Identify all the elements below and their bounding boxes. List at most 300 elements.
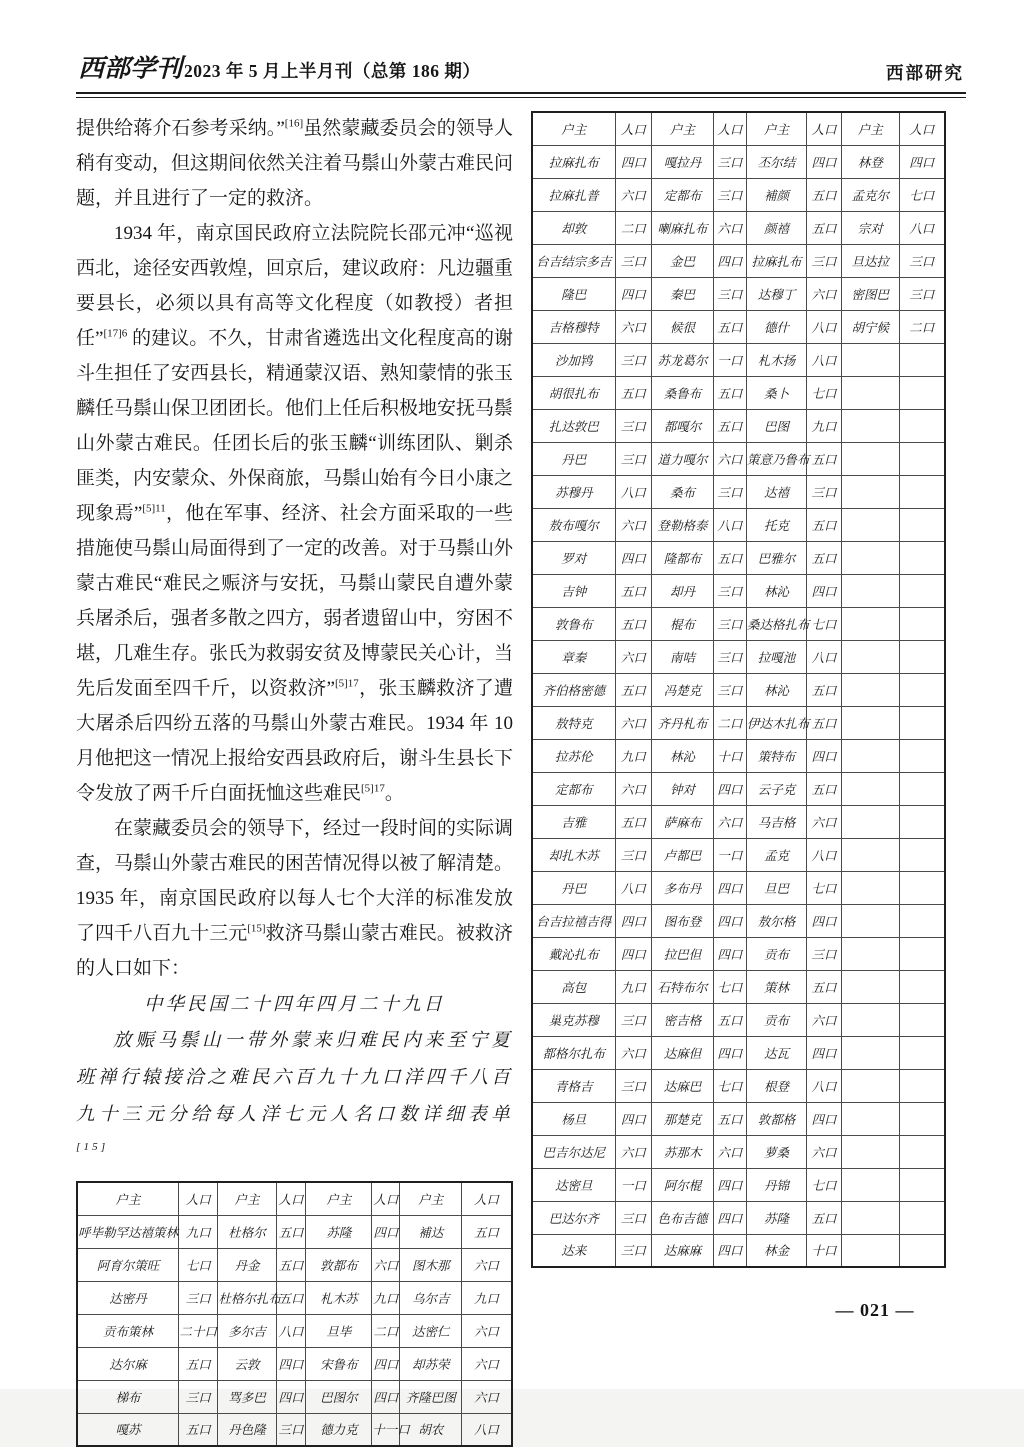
population-cell: 九口 xyxy=(807,409,842,442)
text-run: 1934 年，南京国民政府立法院院长邵元冲“巡视西北，途径安西敦煌，回京后，建议政府：凡边疆重要县长，必须以具有高等文化程度（如教授）者担任” xyxy=(76,223,514,349)
householder-header: 户主 xyxy=(747,112,807,145)
householder-cell: 贡布 xyxy=(747,1003,807,1036)
population-cell: 四口 xyxy=(713,904,746,937)
householder-cell: 齐隆巴图 xyxy=(400,1380,462,1413)
issue-info: 2023 年 5 月上半月刊（总第 186 期） xyxy=(184,61,481,81)
population-cell: 七口 xyxy=(713,970,746,1003)
population-cell: 二十口 xyxy=(179,1314,218,1347)
body-paragraph xyxy=(76,216,513,811)
householder-cell: 道力嘎尔 xyxy=(652,442,714,475)
population-cell: 八口 xyxy=(713,508,746,541)
householder-cell: 苏隆 xyxy=(747,1201,807,1234)
population-cell xyxy=(899,772,945,805)
householder-cell: 达尔麻 xyxy=(77,1347,179,1380)
householder-cell: 色布吉德 xyxy=(652,1201,714,1234)
body-paragraph xyxy=(76,811,513,986)
text-column xyxy=(76,111,513,1447)
population-cell: 一口 xyxy=(713,343,746,376)
quote-date-line: 中华民国二十四年四月二十九日 xyxy=(143,995,445,1015)
householder-cell: 杨旦 xyxy=(532,1102,615,1135)
table-row xyxy=(532,772,945,805)
relief-roster-table-right xyxy=(531,111,946,1268)
householder-cell: 都嘎尔 xyxy=(652,409,714,442)
table-row xyxy=(532,706,945,739)
householder-cell: 达麻麻 xyxy=(652,1234,714,1267)
table-row xyxy=(532,739,945,772)
population-cell xyxy=(899,442,945,475)
population-cell: 三口 xyxy=(615,1234,652,1267)
householder-cell: 秦巴 xyxy=(652,277,714,310)
text-run: 在蒙藏委员会的领导下，经过一段时间的实际调查，马鬃山外蒙古难民的困苦情况得以被了解清楚。1935 年，南京国民政府以每人七个大洋的标准发放了四千八百九十三元 xyxy=(76,818,514,944)
householder-cell: 隆巴 xyxy=(532,277,615,310)
householder-cell: 达瓦 xyxy=(747,1036,807,1069)
householder-cell: 苏隆 xyxy=(306,1215,372,1248)
population-cell: 三口 xyxy=(807,244,842,277)
population-cell: 六口 xyxy=(461,1347,512,1380)
population-cell: 六口 xyxy=(461,1380,512,1413)
population-cell: 三口 xyxy=(179,1380,218,1413)
householder-cell: 丹锦 xyxy=(747,1168,807,1201)
householder-cell: 巢克苏穆 xyxy=(532,1003,615,1036)
population-header: 人口 xyxy=(807,112,842,145)
householder-cell xyxy=(841,871,899,904)
population-cell: 三口 xyxy=(899,277,945,310)
population-cell xyxy=(899,376,945,409)
table-row xyxy=(532,244,945,277)
population-cell: 五口 xyxy=(807,970,842,1003)
population-cell: 五口 xyxy=(807,211,842,244)
table-row xyxy=(532,376,945,409)
householder-cell: 旦达拉 xyxy=(841,244,899,277)
population-header: 人口 xyxy=(179,1182,218,1215)
journal-logo: 西部学刊 xyxy=(78,54,183,83)
householder-cell: 宗对 xyxy=(841,211,899,244)
text-run: ，他在军事、经济、社会方面采取的一些措施使马鬃山局面得到了一定的改善。对于马鬃山外蒙古难民“难民之赈济与安抚，马鬃山蒙民自遭外蒙兵屠杀后，强者多散之四方，弱者遗留山中，穷困不堪，几难生存。张氏为救弱安贫及博蒙民关心计，当先后发面至四千斤，以资救济” xyxy=(76,503,514,699)
population-cell: 三口 xyxy=(615,244,652,277)
population-cell: 三口 xyxy=(615,1201,652,1234)
population-cell: 六口 xyxy=(615,178,652,211)
population-cell: 八口 xyxy=(615,475,652,508)
householder-cell: 戴沁扎布 xyxy=(532,937,615,970)
population-cell: 五口 xyxy=(179,1347,218,1380)
population-cell: 四口 xyxy=(807,904,842,937)
population-cell xyxy=(899,541,945,574)
householder-cell xyxy=(841,343,899,376)
citation-ref: [5]17 xyxy=(334,677,359,690)
text-run: 的建议。不久，甘肃省遴选出文化程度高的谢斗生担任了安西县长，精通蒙汉语、熟知蒙情的张玉麟任马鬃山保卫团团长。他们上任后积极地安抚马鬃山外蒙古难民。任团长后的张玉麟“训练团队、剿杀匪类，内安蒙众、外保商旅，马鬃山始有今日小康之现象焉” xyxy=(76,328,514,524)
householder-cell: 吉钟 xyxy=(532,574,615,607)
population-cell: 九口 xyxy=(461,1281,512,1314)
householder-cell: 骂多巴 xyxy=(218,1380,276,1413)
population-cell: 六口 xyxy=(461,1314,512,1347)
householder-cell: 敦都布 xyxy=(306,1248,372,1281)
table-row xyxy=(532,574,945,607)
householder-cell: 旦巴 xyxy=(747,871,807,904)
citation-ref: [16] xyxy=(284,117,304,130)
householder-cell: 林沁 xyxy=(747,673,807,706)
householder-cell: 齐丹札布 xyxy=(652,706,714,739)
householder-cell: 阿尔棍 xyxy=(652,1168,714,1201)
householder-cell: 登勒格泰 xyxy=(652,508,714,541)
householder-cell: 德什 xyxy=(747,310,807,343)
householder-cell: 达密丹 xyxy=(77,1281,179,1314)
householder-cell: 策意乃鲁布 xyxy=(747,442,807,475)
population-cell: 七口 xyxy=(807,607,842,640)
householder-cell: 根登 xyxy=(747,1069,807,1102)
population-cell: 六口 xyxy=(713,1135,746,1168)
population-cell: 五口 xyxy=(713,376,746,409)
population-cell: 十一口 xyxy=(372,1413,400,1446)
population-cell: 四口 xyxy=(713,1036,746,1069)
householder-cell: 補颜 xyxy=(747,178,807,211)
householder-cell: 嘎苏 xyxy=(77,1413,179,1446)
population-cell xyxy=(899,1069,945,1102)
population-cell: 四口 xyxy=(372,1215,400,1248)
householder-cell: 敦鲁布 xyxy=(532,607,615,640)
population-cell xyxy=(899,838,945,871)
householder-cell: 云敦 xyxy=(218,1347,276,1380)
population-cell: 五口 xyxy=(713,409,746,442)
householder-cell xyxy=(841,739,899,772)
population-cell: 二口 xyxy=(899,310,945,343)
table-row xyxy=(77,1413,512,1446)
householder-cell: 却扎木苏 xyxy=(532,838,615,871)
table-row xyxy=(532,475,945,508)
text-run: 放赈马鬃山一带外蒙来归难民内来至宁夏班禅行辕接洽之难民六百九十九口洋四千八百九十三元分给每人洋七元人名口数详细表单 xyxy=(76,1031,513,1125)
population-cell: 三口 xyxy=(713,640,746,673)
quote-paragraph xyxy=(76,1023,513,1171)
householder-header: 户主 xyxy=(306,1182,372,1215)
householder-cell: 乌尔吉 xyxy=(400,1281,462,1314)
householder-cell: 桑卜 xyxy=(747,376,807,409)
population-cell: 三口 xyxy=(615,1069,652,1102)
householder-cell xyxy=(841,409,899,442)
householder-cell: 贡布 xyxy=(747,937,807,970)
population-cell: 四口 xyxy=(615,937,652,970)
population-cell xyxy=(899,904,945,937)
population-cell xyxy=(899,640,945,673)
population-cell: 七口 xyxy=(807,376,842,409)
table-row xyxy=(532,541,945,574)
householder-cell: 萝桑 xyxy=(747,1135,807,1168)
householder-cell: 云子克 xyxy=(747,772,807,805)
population-cell: 六口 xyxy=(807,1135,842,1168)
population-cell xyxy=(899,805,945,838)
population-cell: 四口 xyxy=(615,145,652,178)
householder-cell: 拉麻扎布 xyxy=(532,145,615,178)
population-cell: 四口 xyxy=(276,1380,306,1413)
householder-cell: 巴吉尔达尼 xyxy=(532,1135,615,1168)
householder-cell: 卢都巴 xyxy=(652,838,714,871)
table-row xyxy=(532,343,945,376)
population-cell: 三口 xyxy=(276,1413,306,1446)
header-rule xyxy=(76,92,966,98)
population-cell xyxy=(899,706,945,739)
householder-cell: 苏那木 xyxy=(652,1135,714,1168)
population-cell: 六口 xyxy=(615,640,652,673)
citation-ref: [5]17 xyxy=(361,782,385,795)
population-cell xyxy=(899,1036,945,1069)
householder-cell: 苏穆丹 xyxy=(532,475,615,508)
householder-cell: 阿育尔策旺 xyxy=(77,1248,179,1281)
householder-cell: 呼毕勒罕达禧策林 xyxy=(77,1215,179,1248)
population-cell: 六口 xyxy=(713,442,746,475)
table-row xyxy=(532,1036,945,1069)
householder-cell: 桑鲁布 xyxy=(652,376,714,409)
householder-cell: 齐伯格密德 xyxy=(532,673,615,706)
population-cell: 四口 xyxy=(713,1234,746,1267)
householder-cell: 胡宁候 xyxy=(841,310,899,343)
population-header: 人口 xyxy=(372,1182,400,1215)
table-row xyxy=(77,1347,512,1380)
householder-cell: 拉苏伦 xyxy=(532,739,615,772)
table-row xyxy=(532,607,945,640)
population-cell xyxy=(899,673,945,706)
text-run: ，张玉麟救济了遭大屠杀后四纷五落的马鬃山外蒙古难民。1934 年 10 月他把这一情况上报给安西县政府后，谢斗生县长下令发放了两千斤白面抚恤这些难民 xyxy=(76,678,514,804)
population-cell: 八口 xyxy=(807,838,842,871)
population-cell: 六口 xyxy=(615,706,652,739)
population-cell xyxy=(899,739,945,772)
population-cell: 三口 xyxy=(713,145,746,178)
householder-cell: 丕尔结 xyxy=(747,145,807,178)
table-row xyxy=(532,1135,945,1168)
population-cell: 九口 xyxy=(615,739,652,772)
page-body xyxy=(76,111,966,1447)
householder-cell: 林金 xyxy=(747,1234,807,1267)
householder-cell xyxy=(841,937,899,970)
table-row xyxy=(532,442,945,475)
population-cell xyxy=(899,508,945,541)
population-cell xyxy=(899,970,945,1003)
population-cell: 八口 xyxy=(807,310,842,343)
householder-cell: 喇麻扎布 xyxy=(652,211,714,244)
citation-ref: [15] xyxy=(247,922,266,935)
population-cell: 八口 xyxy=(276,1314,306,1347)
population-cell: 四口 xyxy=(713,937,746,970)
householder-cell xyxy=(841,607,899,640)
population-cell: 三口 xyxy=(713,574,746,607)
householder-cell: 梯布 xyxy=(77,1380,179,1413)
householder-header: 户主 xyxy=(400,1182,462,1215)
population-cell: 四口 xyxy=(372,1380,400,1413)
householder-cell: 吉雅 xyxy=(532,805,615,838)
householder-cell: 胡农 xyxy=(400,1413,462,1446)
citation-ref: [5]11 xyxy=(142,502,166,515)
householder-cell xyxy=(841,1135,899,1168)
population-cell: 六口 xyxy=(807,277,842,310)
population-cell: 五口 xyxy=(179,1413,218,1446)
householder-cell: 林沁 xyxy=(652,739,714,772)
householder-cell: 丹巴 xyxy=(532,871,615,904)
table-row xyxy=(532,145,945,178)
householder-cell xyxy=(841,673,899,706)
population-cell: 四口 xyxy=(713,1168,746,1201)
page-header xyxy=(76,48,966,92)
population-cell: 八口 xyxy=(461,1413,512,1446)
householder-cell: 策林 xyxy=(747,970,807,1003)
body-paragraph xyxy=(76,111,513,216)
population-cell: 三口 xyxy=(713,607,746,640)
householder-cell xyxy=(841,1003,899,1036)
householder-cell: 托克 xyxy=(747,508,807,541)
population-cell: 三口 xyxy=(713,673,746,706)
population-cell: 六口 xyxy=(615,508,652,541)
table-row xyxy=(532,871,945,904)
householder-cell: 丹金 xyxy=(218,1248,276,1281)
householder-cell: 贡布策林 xyxy=(77,1314,179,1347)
population-cell: 四口 xyxy=(807,574,842,607)
population-cell: 四口 xyxy=(615,277,652,310)
population-cell: 七口 xyxy=(179,1248,218,1281)
table-row xyxy=(532,310,945,343)
population-cell: 五口 xyxy=(276,1215,306,1248)
householder-cell xyxy=(841,508,899,541)
householder-cell xyxy=(841,838,899,871)
population-cell: 三口 xyxy=(615,442,652,475)
population-header: 人口 xyxy=(615,112,652,145)
householder-cell: 林登 xyxy=(841,145,899,178)
text-run: 救济马鬃山蒙古难民。被救济的人口如下： xyxy=(76,923,513,979)
householder-header: 户主 xyxy=(652,112,714,145)
householder-cell: 札木苏 xyxy=(306,1281,372,1314)
population-cell: 二口 xyxy=(372,1314,400,1347)
population-cell: 五口 xyxy=(461,1215,512,1248)
householder-cell: 沙加鸨 xyxy=(532,343,615,376)
householder-cell: 敦都格 xyxy=(747,1102,807,1135)
population-cell: 九口 xyxy=(615,970,652,1003)
householder-cell xyxy=(841,904,899,937)
householder-cell: 苏龙葛尔 xyxy=(652,343,714,376)
householder-cell: 钟对 xyxy=(652,772,714,805)
population-cell: 五口 xyxy=(807,1201,842,1234)
population-cell xyxy=(899,1168,945,1201)
householder-cell: 达麻巴 xyxy=(652,1069,714,1102)
householder-cell: 达穆丁 xyxy=(747,277,807,310)
householder-cell: 金巴 xyxy=(652,244,714,277)
population-cell: 九口 xyxy=(372,1281,400,1314)
householder-cell xyxy=(841,1036,899,1069)
population-cell: 六口 xyxy=(807,805,842,838)
householder-cell: 胡很扎布 xyxy=(532,376,615,409)
householder-cell xyxy=(841,640,899,673)
population-cell: 八口 xyxy=(899,211,945,244)
population-cell: 七口 xyxy=(807,1168,842,1201)
population-cell: 五口 xyxy=(713,310,746,343)
householder-cell xyxy=(841,475,899,508)
section-label: 西部研究 xyxy=(886,63,964,83)
text-run: 虽然蒙藏委员会的领导人稍有变动，但这期间依然关注着马鬃山外蒙古难民问题，并且进行了一定的救济。 xyxy=(76,118,514,209)
population-cell: 六口 xyxy=(372,1248,400,1281)
table-row xyxy=(77,1215,512,1248)
householder-cell: 图布登 xyxy=(652,904,714,937)
population-cell: 四口 xyxy=(372,1347,400,1380)
population-cell: 六口 xyxy=(713,805,746,838)
population-cell: 五口 xyxy=(807,541,842,574)
population-cell: 二口 xyxy=(713,706,746,739)
householder-cell: 定都布 xyxy=(532,772,615,805)
householder-cell xyxy=(841,706,899,739)
table-row xyxy=(532,1234,945,1267)
population-cell: 八口 xyxy=(615,871,652,904)
population-cell: 五口 xyxy=(713,541,746,574)
householder-cell: 萨麻布 xyxy=(652,805,714,838)
table-row xyxy=(532,1069,945,1102)
population-cell xyxy=(899,1135,945,1168)
householder-cell: 丹色隆 xyxy=(218,1413,276,1446)
householder-cell: 孟克 xyxy=(747,838,807,871)
householder-header: 户主 xyxy=(841,112,899,145)
householder-cell xyxy=(841,1069,899,1102)
population-cell: 八口 xyxy=(807,1069,842,1102)
householder-cell: 策特布 xyxy=(747,739,807,772)
householder-cell xyxy=(841,1201,899,1234)
householder-cell: 拉麻扎普 xyxy=(532,178,615,211)
householder-cell: 罗对 xyxy=(532,541,615,574)
table-row xyxy=(77,1380,512,1413)
householder-cell: 宋鲁布 xyxy=(306,1347,372,1380)
population-cell: 四口 xyxy=(615,541,652,574)
population-cell: 二口 xyxy=(615,211,652,244)
population-cell: 四口 xyxy=(807,145,842,178)
householder-cell: 达禧 xyxy=(747,475,807,508)
population-cell: 三口 xyxy=(615,409,652,442)
householder-cell: 却丹 xyxy=(652,574,714,607)
population-cell: 五口 xyxy=(713,1003,746,1036)
table-row xyxy=(532,277,945,310)
householder-cell xyxy=(841,1168,899,1201)
population-cell: 六口 xyxy=(615,772,652,805)
householder-cell: 伊达木扎布 xyxy=(747,706,807,739)
population-cell: 四口 xyxy=(276,1347,306,1380)
householder-cell: 旦毕 xyxy=(306,1314,372,1347)
population-cell: 五口 xyxy=(615,574,652,607)
page-number: — 021 — xyxy=(835,1300,915,1320)
population-cell: 四口 xyxy=(807,1036,842,1069)
population-cell: 三口 xyxy=(807,475,842,508)
population-cell: 七口 xyxy=(713,1069,746,1102)
population-cell: 四口 xyxy=(807,1102,842,1135)
householder-cell: 定都布 xyxy=(652,178,714,211)
population-cell: 八口 xyxy=(807,343,842,376)
population-cell xyxy=(899,871,945,904)
householder-cell: 多布丹 xyxy=(652,871,714,904)
population-cell xyxy=(899,409,945,442)
population-cell: 三口 xyxy=(179,1281,218,1314)
householder-cell: 敖特克 xyxy=(532,706,615,739)
population-cell: 六口 xyxy=(713,211,746,244)
householder-cell: 巴达尔齐 xyxy=(532,1201,615,1234)
householder-cell: 那楚克 xyxy=(652,1102,714,1135)
householder-cell: 达密仁 xyxy=(400,1314,462,1347)
householder-cell: 巴图 xyxy=(747,409,807,442)
text-run: 提供给蒋介石参考采纳。” xyxy=(76,118,285,139)
householder-cell: 札木扬 xyxy=(747,343,807,376)
table-row xyxy=(532,1168,945,1201)
householder-cell: 多尔吉 xyxy=(218,1314,276,1347)
population-cell: 三口 xyxy=(713,178,746,211)
table-row xyxy=(532,1003,945,1036)
householder-cell xyxy=(841,772,899,805)
householder-cell: 棍布 xyxy=(652,607,714,640)
householder-cell: 颜禧 xyxy=(747,211,807,244)
householder-cell: 隆都布 xyxy=(652,541,714,574)
householder-cell: 林沁 xyxy=(747,574,807,607)
householder-cell: 杜格尔扎布 xyxy=(218,1281,276,1314)
table-row xyxy=(532,178,945,211)
population-cell: 四口 xyxy=(807,739,842,772)
householder-cell: 台吉拉禧吉得 xyxy=(532,904,615,937)
population-cell: 三口 xyxy=(713,277,746,310)
